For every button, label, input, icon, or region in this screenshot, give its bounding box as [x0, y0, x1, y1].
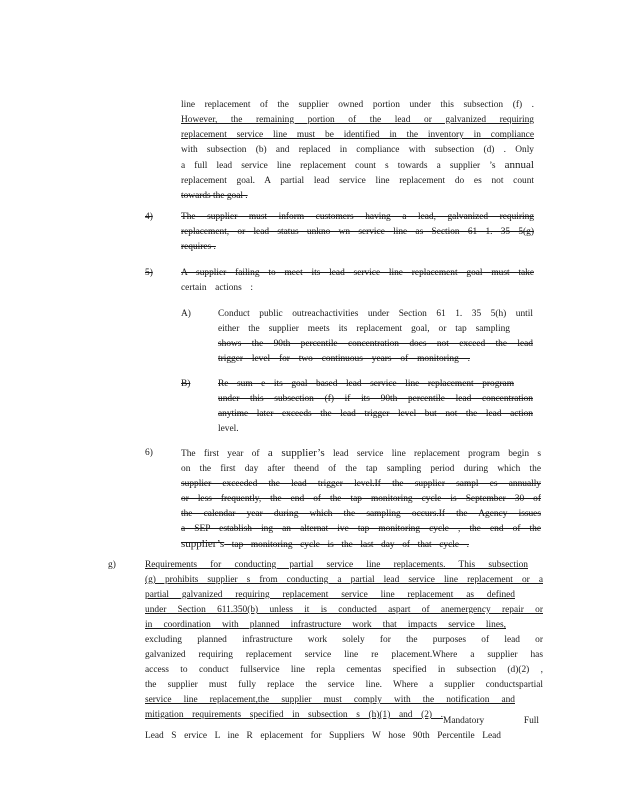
text-line: under Section 611.350(b) unless it is conducted aspart of anemergency repair or: [145, 605, 543, 615]
text-line: with subsection (b) and replaced in compliance with subsection (d) . Only: [181, 145, 534, 155]
item-marker: B): [181, 379, 191, 389]
text-line: under this subsection (f) if its 90th percentile lead concentration: [218, 394, 533, 404]
text-line: Lead S ervice L ine R eplacement for Suppliers W hose 90th Percentile Lead: [145, 731, 501, 741]
text-line: replacement service line must be identified in the inventory in compliance: [181, 130, 534, 140]
text-line: [181, 537, 469, 553]
item-A-text: [218, 307, 533, 367]
item-4-text: [181, 210, 534, 255]
text-line: partial galvanized requiring replacement service line replacement as defined: [145, 590, 515, 600]
item-marker: 5): [145, 268, 153, 278]
text-run: lead service line replacement program begin s: [332, 449, 541, 459]
item-marker: g): [108, 560, 116, 570]
intro-paragraph: [181, 98, 534, 204]
text-run: a supplier’s: [267, 447, 325, 459]
text-line: shows the 90th percentile concentration does not exceed the lead: [218, 339, 533, 349]
text-line: either the supplier meets its replacement goal, or tap sampling: [218, 324, 510, 334]
text-line: The supplier must inform customers having a lead, galvanized requiring: [181, 212, 534, 222]
text-line: However, the remaining portion of the lead or galvanized requiring: [181, 115, 534, 125]
text-line: the calendar year during which the sampling occurs.If the Agency issues: [181, 509, 541, 519]
text-line: (g) prohibits supplier s from conducting a partial lead service line replacement or a: [145, 575, 543, 585]
text-run: tap monitoring cycle is the last day of that cycle .: [231, 540, 469, 550]
text-line: towards the goal .: [181, 191, 248, 201]
item-marker: A): [181, 309, 191, 319]
text-line: certain actions :: [181, 283, 253, 293]
item-marker: 4): [145, 212, 153, 222]
item-marker: 6): [145, 448, 153, 458]
text-line: supplier exceeded the lead trigger level.If the supplier sampl es annually: [181, 479, 541, 489]
text-line: galvanized requiring replacement service line re placement.Where a supplier has: [145, 650, 543, 660]
text-line: Re sum e its goal based lead service line replacement program: [218, 379, 514, 389]
text-line: line replacement of the supplier owned portion under this subsection (f) .: [181, 100, 534, 110]
item-g-text: [145, 558, 543, 744]
text-line: or less frequently, the end of the tap monitoring cycle is September 30 of: [181, 494, 541, 504]
text-line: mitigation requirements specified in subsection s (h)(1) and (2) .: [145, 710, 443, 720]
text-line: a full lead service line replacement count s towards a supplier ’s annual: [181, 159, 534, 171]
text-line: replacement goal. A partial lead service line replacement do es not count: [181, 176, 534, 186]
text-line: access to conduct fullservice line repla cementas specified in subsection (d)(2) ,: [145, 665, 543, 675]
text-line: a SEP establish ing an alternat ive tap monitoring cycle , the end of the: [181, 524, 541, 534]
text-line: the supplier must fully replace the service line. Where a supplier conductspartial: [145, 680, 543, 690]
text-line: A supplier failing to meet its lead service line replacement goal must take: [181, 268, 534, 278]
text-line: requires .: [181, 242, 216, 252]
text-line: service line replacement,the supplier must comply with the notification and: [145, 695, 515, 705]
text-line: Conduct public outreachactivities under Section 61 1. 35 5(h) until: [218, 309, 533, 319]
text-line: Requirements for conducting partial service line replacements. This subsection: [145, 560, 528, 570]
item-B-text: [218, 377, 533, 437]
text-line: excluding planned infrastructure work solely for the purposes of lead or: [145, 635, 543, 645]
text-line: on the first day after theend of the tap sampling period during which the: [181, 464, 541, 474]
text-line: level.: [218, 424, 239, 434]
text-line: [181, 446, 541, 462]
item-6-text: [181, 446, 541, 553]
text-line: Mandatory Full: [443, 716, 539, 726]
text-run: supplier’s: [181, 538, 225, 550]
text-run: The first year of: [181, 449, 260, 459]
text-line: trigger level for two continuous years of monitoring .: [218, 354, 470, 364]
text-line: replacement, or lead status unkno wn service line as Section 61 1. 35 5(g): [181, 227, 534, 237]
text-line: in coordination with planned infrastructure work that impacts service lines,: [145, 620, 506, 630]
item-5-text: [181, 266, 534, 296]
text-line: anytime later exceeds the lead trigger level but not the lead action: [218, 409, 533, 419]
